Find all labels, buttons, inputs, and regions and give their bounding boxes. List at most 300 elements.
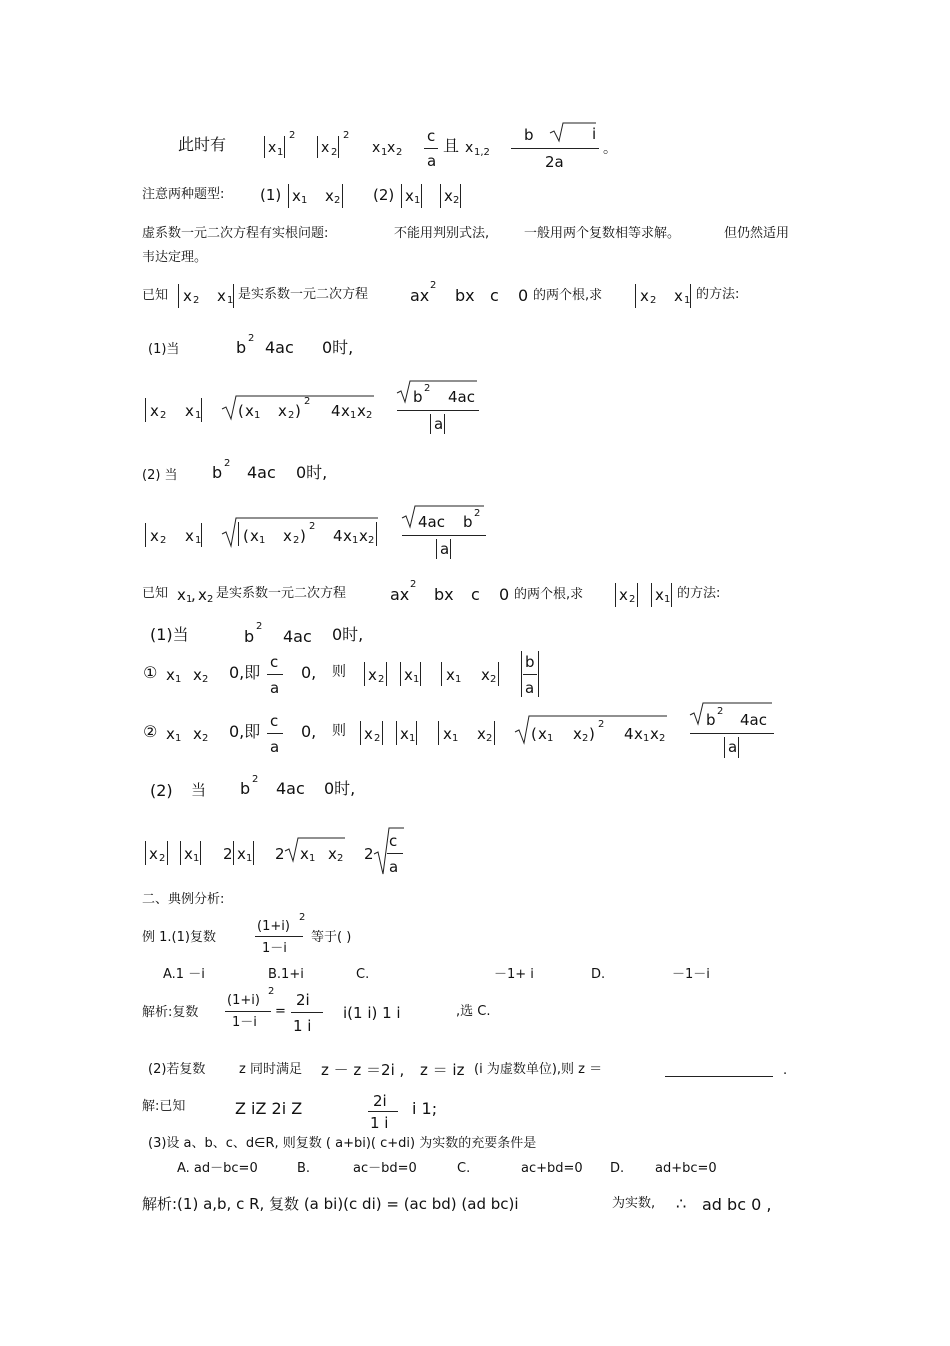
option-d: D. (610, 1161, 625, 1176)
frac-line (402, 535, 486, 536)
abs-bar (420, 662, 421, 686)
var-x: x (387, 140, 396, 156)
subscript: 2 (159, 853, 166, 864)
and-text: 且 (443, 136, 460, 155)
term-b: b (463, 513, 473, 531)
var-x: x (444, 187, 453, 205)
abs-bar (178, 284, 179, 308)
term-ax: ax (410, 286, 430, 305)
abs-bar (416, 721, 417, 745)
term-a: a (434, 415, 444, 433)
term-bx: bx (455, 286, 475, 305)
subscript: 1 (301, 195, 308, 206)
abs-bar (440, 184, 441, 208)
abs-bar (201, 398, 202, 422)
sol1-label: 解析:复数 (142, 1005, 199, 1020)
option-d-value: ad+bc=0 (655, 1161, 717, 1176)
superscript: 2 (410, 579, 417, 590)
var-x: x (405, 187, 414, 205)
term-a: a (728, 738, 738, 756)
abs-bar (671, 583, 672, 607)
sol1-rest: i(1 i) 1 i (343, 1004, 401, 1022)
var-x: x (237, 845, 246, 863)
var-x: x (193, 666, 202, 684)
note-label: 注意两种题型: (142, 187, 225, 202)
paren-open: ( (243, 527, 249, 545)
case-cond: 0时, (296, 463, 328, 482)
option-b-value: ac－bd=0 (353, 1161, 417, 1176)
abs-bar (724, 737, 725, 758)
abs-bar (444, 414, 445, 434)
abs-bar (200, 841, 201, 865)
subscript: 2 (378, 674, 385, 685)
frac-num: i (592, 125, 597, 143)
subscript: 2 (374, 733, 381, 744)
sol3-tail: 为实数, (612, 1196, 656, 1211)
subscript: 1 (309, 853, 316, 864)
abs-bar (342, 184, 343, 208)
abs-bar (145, 841, 146, 865)
known-method: 的方法: (696, 287, 740, 302)
abs-bar (690, 284, 691, 308)
period: 。 (603, 141, 617, 157)
case-cond: 0时, (322, 338, 354, 357)
intro-line2: 韦达定理。 (142, 250, 208, 265)
var-x: x (185, 527, 194, 545)
var-x: x (150, 527, 159, 545)
frac-den: a (389, 858, 399, 876)
subscript: 2 (486, 733, 493, 744)
case-when: 当 (191, 781, 207, 799)
note-p2: (2) (373, 186, 395, 204)
subscript: 2 (490, 674, 497, 685)
paren-close: ) (300, 527, 306, 545)
section-title: 二、典例分析: (142, 892, 225, 907)
frac-num: c (427, 127, 436, 145)
case-cond: 0时, (332, 625, 364, 644)
term-4ac: 4ac (418, 513, 445, 531)
subscript: 1 (664, 594, 671, 605)
abs-bar (238, 522, 239, 546)
subscript: 1 (452, 733, 459, 744)
abs-bar (233, 841, 234, 865)
term-4ac: 4ac (448, 388, 475, 406)
ex2-note: (i 为虚数单位),则 z ＝ (474, 1062, 603, 1077)
frac-den: 1－i (232, 1015, 257, 1030)
paren-open: ( (531, 725, 537, 743)
intro-line1c: 一般用两个复数相等求解。 (524, 226, 681, 241)
option-c: C. (356, 967, 370, 982)
sol1-pick: ,选 C. (456, 1004, 491, 1019)
superscript: 2 (224, 458, 231, 469)
subscript: 1,2 (474, 147, 490, 158)
var-x: x (325, 187, 334, 205)
abs-bar (145, 523, 146, 547)
subscript: 2 (396, 147, 403, 158)
subscript: 1 (175, 733, 182, 744)
term-b: b (236, 338, 247, 357)
option-c-value: －1+ i (494, 967, 534, 982)
ex1-equals: 等于( ) (311, 930, 352, 945)
abs-bar (364, 662, 365, 686)
superscript: 2 (304, 396, 311, 407)
superscript: 2 (474, 508, 481, 519)
paren-close: ) (589, 725, 595, 743)
var-x: x (250, 527, 259, 545)
term-b: b (244, 627, 255, 646)
var-x: x (655, 586, 664, 604)
abs-bar (264, 136, 265, 158)
subscript: 1 (455, 674, 462, 685)
frac-line (387, 853, 403, 854)
case-cond: 0时, (324, 779, 356, 798)
abs-bar (360, 721, 361, 745)
abs-bar (538, 651, 539, 697)
var-x: x (292, 187, 301, 205)
var-x: x (184, 845, 193, 863)
frac-num: b (525, 653, 535, 671)
var-x: x (185, 402, 194, 420)
known-suffix: 的两个根,求 (533, 288, 603, 303)
subscript: 2 (288, 410, 295, 421)
abs-bar (284, 136, 285, 158)
superscript: 2 (717, 706, 724, 717)
frac-den: 1 i (370, 1114, 389, 1132)
subscript: 2 (629, 594, 636, 605)
abs-bar (436, 539, 437, 559)
frac-den: 2a (545, 153, 564, 171)
var-x: x (183, 287, 192, 305)
frac-num: c (389, 832, 398, 850)
equals: = (275, 1004, 286, 1019)
subscript: 1 (413, 674, 420, 685)
coef-4: 4 (624, 725, 634, 743)
abs-bar (386, 662, 387, 686)
var-x: x (245, 402, 254, 420)
abs-bar (180, 841, 181, 865)
superscript: 2 (424, 383, 431, 394)
frac-num: (1+i) (257, 919, 290, 934)
intro-line1d: 但仍然适用 (724, 226, 790, 241)
superscript: 2 (252, 774, 259, 785)
circled-two: ② (143, 722, 158, 741)
item-zero: 0,即 (229, 663, 261, 682)
frac-num: c (270, 653, 279, 671)
frac-line (267, 733, 283, 734)
sol2-result: i 1; (412, 1099, 438, 1118)
subscript: 1 (254, 410, 261, 421)
var-x: x (634, 725, 643, 743)
abs-bar (635, 284, 636, 308)
abs-bar (376, 522, 377, 546)
var-x: x (328, 845, 337, 863)
var-x: x (177, 586, 186, 604)
intro-line1b: 不能用判别式法, (394, 226, 490, 241)
frac-den: 1 i (293, 1017, 312, 1035)
case-label: (1)当 (148, 342, 180, 357)
var-x: x (650, 725, 659, 743)
ex1-label: 例 1.(1)复数 (142, 930, 216, 945)
superscript: 2 (289, 130, 296, 141)
case-label: (2) (150, 781, 173, 800)
sol2-eq: Z iZ 2i Z (235, 1099, 303, 1118)
term-4ac: 4ac (740, 711, 767, 729)
var-x: x (283, 527, 292, 545)
abs-bar (201, 523, 202, 547)
subscript: 2 (334, 195, 341, 206)
ex2-z: z 同时满足 (239, 1062, 302, 1077)
subscript: 1 (246, 853, 253, 864)
subscript: 2 (650, 295, 657, 306)
frac-line (225, 1011, 271, 1012)
subscript: 1 (381, 147, 388, 158)
abs-bar (738, 737, 739, 758)
var-x: x (640, 287, 649, 305)
option-a: A.1 －i (163, 967, 205, 982)
known-mid: 是实系数一元二次方程 (238, 287, 369, 302)
known-prefix: 已知 (142, 586, 169, 601)
abs-bar (167, 841, 168, 865)
prefix-text: 此时有 (178, 135, 227, 154)
case-label: (1)当 (150, 625, 189, 644)
var-x: x (481, 666, 490, 684)
term-a: a (440, 540, 450, 558)
subscript: 2 (368, 535, 375, 546)
abs-bar (450, 539, 451, 559)
paren-close: ) (295, 402, 301, 420)
term-b: b (706, 711, 716, 729)
var-x: x (278, 402, 287, 420)
var-x: x (198, 586, 207, 604)
term-b: b (212, 463, 223, 482)
superscript: 2 (430, 280, 437, 291)
coef-2: 2 (223, 845, 233, 863)
item-zero2: 0, (301, 722, 317, 741)
then-text: 则 (332, 723, 346, 739)
abs-bar (400, 662, 401, 686)
term-4ac: 4ac (265, 338, 294, 357)
term-b: b (240, 779, 251, 798)
term-4ac: 4ac (247, 463, 276, 482)
var-x: x (343, 527, 352, 545)
superscript: 2 (256, 621, 263, 632)
var-x: x (538, 725, 547, 743)
superscript: 2 (268, 986, 275, 997)
subscript: 1 (193, 853, 200, 864)
subscript: 2 (582, 733, 589, 744)
known-suffix: 的两个根,求 (514, 587, 584, 602)
frac-num: 2i (296, 991, 310, 1009)
var-x: x (166, 666, 175, 684)
abs-bar (338, 136, 339, 158)
option-a: A. ad－bc=0 (177, 1161, 258, 1176)
subscript: 2 (366, 410, 373, 421)
subscript: 2 (202, 674, 209, 685)
var-x: x (268, 140, 277, 156)
frac-line (397, 410, 479, 411)
abs-bar (651, 583, 652, 607)
var-x: x (300, 845, 309, 863)
var-x: x (149, 845, 158, 863)
abs-bar (288, 184, 289, 208)
var-x: x (217, 287, 226, 305)
var-x: x (364, 725, 373, 743)
option-d: D. (591, 967, 606, 982)
superscript: 2 (598, 719, 605, 730)
abs-bar (615, 583, 616, 607)
subscript: 2 (293, 535, 300, 546)
note-p1: (1) (260, 186, 282, 204)
subscript: 2 (202, 733, 209, 744)
case-label: (2) 当 (142, 468, 178, 483)
subscript: 2 (331, 147, 338, 158)
known-method: 的方法: (677, 586, 721, 601)
frac-line (291, 1012, 323, 1013)
var-x: x (166, 725, 175, 743)
var-x: x (674, 287, 683, 305)
known-mid: 是实系数一元二次方程 (216, 586, 347, 601)
ex2-dot: . (783, 1063, 788, 1078)
abs-bar (145, 398, 146, 422)
frac-num: (1+i) (227, 993, 260, 1008)
abs-bar (498, 662, 499, 686)
abs-bar (521, 651, 522, 697)
subscript: 1 (227, 295, 234, 306)
frac-den: a (270, 679, 280, 697)
subscript: 2 (160, 535, 167, 546)
term-4ac: 4ac (283, 627, 312, 646)
var-x: x (573, 725, 582, 743)
term-zero: 0 (499, 585, 510, 604)
item-zero2: 0, (301, 663, 317, 682)
var-x: x (341, 402, 350, 420)
term-c: c (490, 286, 499, 305)
subscript: 1 (643, 733, 650, 744)
var-x: x (368, 666, 377, 684)
abs-bar (401, 184, 402, 208)
subscript: 1 (350, 410, 357, 421)
superscript: 2 (309, 521, 316, 532)
intro-line1: 虚系数一元二次方程有实根问题: (142, 226, 329, 241)
abs-bar (494, 721, 495, 745)
subscript: 1 (175, 674, 182, 685)
abs-bar (382, 721, 383, 745)
known-prefix: 已知 (142, 288, 169, 303)
frac-den: a (427, 152, 437, 170)
abs-bar (460, 184, 461, 208)
subscript: 1 (277, 147, 284, 158)
term-4ac: 4ac (276, 779, 305, 798)
abs-bar (233, 284, 234, 308)
subscript: 1 (352, 535, 359, 546)
ex2-eq2: z ＝ iz (420, 1061, 465, 1079)
subscript: 1 (186, 594, 193, 605)
coef-4: 4 (331, 402, 341, 420)
frac-line (368, 1111, 398, 1112)
var-x: x (446, 666, 455, 684)
comma: , (191, 586, 196, 604)
option-c: C. (457, 1161, 471, 1176)
sol3-text: 解析:(1) a,b, c R, 复数 (a bi)(c di) = (ac bd) (ad bc)i (142, 1195, 519, 1213)
ex2-text: (2)若复数 (148, 1062, 206, 1077)
option-d-value: －1－i (672, 967, 710, 982)
var-x: x (465, 140, 474, 156)
frac-den: a (270, 738, 280, 756)
sol3-result: ad bc 0 , (702, 1195, 772, 1214)
var-x: x (150, 402, 159, 420)
frac-line (267, 674, 283, 675)
ex2-eq1: z － z ＝2i , (321, 1061, 405, 1079)
frac-line (511, 148, 599, 149)
var-x: x (321, 140, 330, 156)
item-zero: 0,即 (229, 722, 261, 741)
subscript: 1 (195, 535, 202, 546)
coef-4: 4 (333, 527, 343, 545)
abs-bar (317, 136, 318, 158)
superscript: 2 (299, 912, 306, 923)
option-b: B. (297, 1161, 311, 1176)
var-x: x (193, 725, 202, 743)
abs-bar (441, 662, 442, 686)
therefore-sign: ∴ (676, 1194, 687, 1213)
option-b: B.1+i (268, 967, 304, 982)
abs-bar (396, 721, 397, 745)
ex3-text: (3)设 a、b、c、d∈R, 则复数 ( a+bi)( c+di) 为实数的充要条件是 (148, 1136, 537, 1151)
frac-den: a (525, 679, 535, 697)
subscript: 1 (259, 535, 266, 546)
subscript: 1 (409, 733, 416, 744)
paren-open: ( (238, 402, 244, 420)
var-x: x (359, 527, 368, 545)
frac-num: c (270, 712, 279, 730)
term-bx: bx (434, 585, 454, 604)
abs-bar (637, 583, 638, 607)
subscript: 2 (337, 853, 344, 864)
subscript: 2 (207, 594, 214, 605)
var-x: x (400, 725, 409, 743)
option-c-value: ac+bd=0 (521, 1161, 583, 1176)
frac-den: 1－i (262, 941, 287, 956)
var-x: x (477, 725, 486, 743)
term-ax: ax (390, 585, 410, 604)
term-c: c (471, 585, 480, 604)
var-x: x (404, 666, 413, 684)
var-x: x (619, 586, 628, 604)
coef-2: 2 (364, 845, 374, 863)
var-x: x (443, 725, 452, 743)
abs-bar (253, 841, 254, 865)
abs-bar (430, 414, 431, 434)
subscript: 2 (160, 410, 167, 421)
circled-one: ① (143, 663, 158, 682)
frac-line (255, 936, 303, 937)
subscript: 2 (453, 195, 460, 206)
frac-line (523, 674, 537, 675)
subscript: 1 (684, 295, 691, 306)
frac-num: 2i (373, 1092, 387, 1110)
subscript: 2 (659, 733, 666, 744)
var-x: x (357, 402, 366, 420)
var-x: x (372, 140, 381, 156)
subscript: 1 (195, 410, 202, 421)
subscript: 1 (414, 195, 421, 206)
subscript: 1 (547, 733, 554, 744)
superscript: 2 (343, 130, 350, 141)
answer-blank (665, 1076, 773, 1077)
term-zero: 0 (518, 286, 529, 305)
term-b: b (413, 388, 423, 406)
abs-bar (421, 184, 422, 208)
